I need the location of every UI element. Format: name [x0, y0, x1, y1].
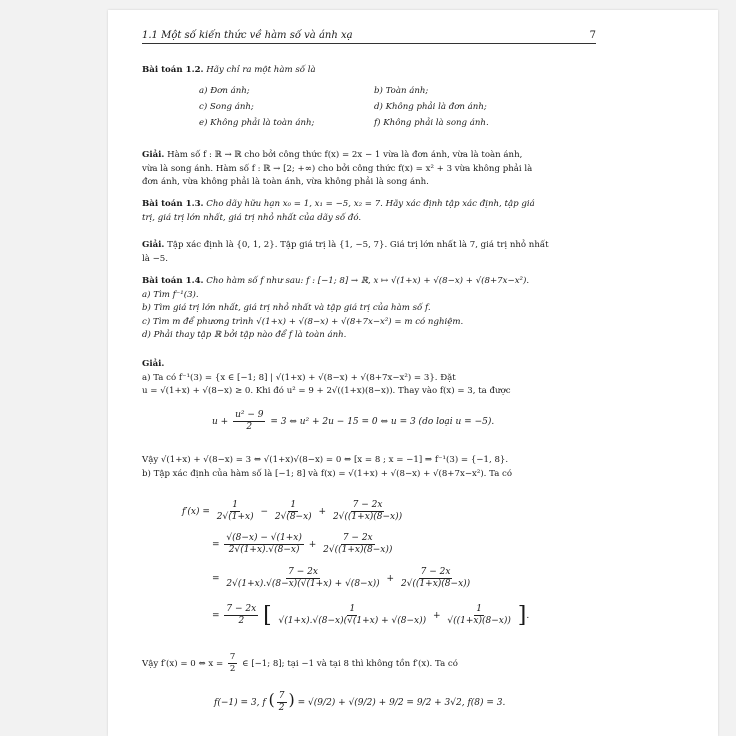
derivative-line-1: f′(x) = $\frac{1}{2√(1+x)}$ − $\frac{1}{2√(8-x)}$ + $\frac{7 - 2x}{2√((1+x)(8-x))}$ [182, 500, 403, 522]
problem-1-4 [142, 275, 596, 343]
fraction: $\frac{\text{u² − 9}}{2}$ [235, 410, 264, 432]
derivative-line-4: = $\frac{7 - 2x}{2}$ [ $\frac{1}{√(1+x).√(8-x)(√(1+x) + √(8-x))}$ + $\frac{1}{√((1+x)(8-x))}$ ]. [212, 603, 530, 628]
solution-line: là −5. [142, 253, 169, 264]
header-title: 1.1 Một số kiến thức về hàm số và ánh xạ [142, 30, 353, 41]
option-list [199, 83, 549, 131]
part-b: b) Tìm giá trị lớn nhất, giá trị nhỏ nhất và tập giá trị của hàm số f. [142, 303, 431, 313]
solution-1-3 [142, 239, 596, 266]
running-header [142, 30, 596, 44]
problem-line: trị, giá trị lớn nhất, giá trị nhỏ nhất của dãy số đó. [142, 212, 362, 223]
solution-1-2 [142, 149, 596, 190]
option-c: c) Song ánh; [199, 102, 254, 112]
option-e: e) Không phải là toàn ánh; [199, 118, 315, 128]
problem-1-3 [142, 198, 596, 225]
derivative-line-2: = $\frac{√(8-x) - √(1+x)}{2√(1+x).√(8-x)}$ + $\frac{7 - 2x}{2√((1+x)(8-x))}$ [212, 533, 393, 555]
option-d: d) Không phải là đơn ánh; [374, 102, 487, 112]
solution-label: Giải. [142, 150, 165, 160]
problem-label: Bài toán 1.2. [142, 65, 204, 75]
problem-1-2 [142, 64, 596, 78]
solution-label: Giải. [142, 240, 165, 250]
part-d: d) Phải thay tập ℝ bởi tập nào để f là toàn ánh. [142, 330, 347, 340]
solution-line: b) Tập xác định của hàm số là [−1; 8] và f(x) = √(1+x) + √(8−x) + √(8+7x−x²). Ta có [142, 468, 513, 479]
solution-line: Vậy √(1+x) + √(8−x) = 3 ⇔ √(1+x)√(8−x) = 0 ⇔ [x = 8 ; x = −1] ⇒ f⁻¹(3) = {−1, 8}. [142, 455, 509, 465]
part-c: c) Tìm m để phương trình √(1+x) + √(8−x) + √(8+7x−x²) = m có nghiệm. [142, 316, 464, 327]
problem-text: Hãy chỉ ra một hàm số là [206, 65, 316, 75]
solution-label: Giải. [142, 359, 165, 369]
equation-u: u + $\frac{\text{u² − 9}}{2}$ = 3 ⇔ u² + 2u − 15 = 0 ⇔ u = 3 (do loại u = −5). [212, 410, 495, 432]
page-number: 7 [589, 30, 596, 41]
option-f: f) Không phải là song ánh. [374, 118, 489, 128]
solution-1-4-cont [142, 454, 596, 481]
critical-point-line: Vậy f′(x) = 0 ⇔ x = $\frac{7}{2}$ ∈ [−1; 8]; tại −1 và tại 8 thì không tồn f′(x). Ta có [142, 652, 458, 674]
problem-line: Cho dãy hữu hạn x₀ = 1, x₁ = −5, x₂ = 7. Hãy xác định tập xác định, tập giá [206, 199, 535, 209]
solution-line: u = √(1+x) + √(8−x) ≥ 0. Khi đó u² = 9 + 2√((1+x)(8−x)). Thay vào f(x) = 3, ta được [142, 386, 511, 396]
derivative-line-3: = $\frac{7 - 2x}{2√(1+x).√(8-x)(√(1+x) + √(8-x))}$ + $\frac{7 - 2x}{2√((1+x)(8-x))}$ [212, 567, 471, 589]
problem-label: Bài toán 1.3. [142, 199, 204, 209]
solution-line: vừa là song ánh. Hàm số f : ℝ → [2; +∞) cho bởi công thức f(x) = x² + 3 vừa không phải là [142, 163, 533, 174]
solution-line: đơn ánh, vừa không phải là toàn ánh, vừa không phải là song ánh. [142, 177, 429, 187]
solution-line: Hàm số f : ℝ → ℝ cho bởi công thức f(x) = 2x − 1 vừa là đơn ánh, vừa là toàn ánh, [167, 150, 523, 160]
problem-label: Bài toán 1.4. [142, 276, 204, 286]
function-values: f(−1) = 3, f ( $\frac{7}{2}$ ) = √(9/2) + √(9/2) + 9/2 = 9/2 + 3√2, f(8) = 3. [214, 690, 506, 713]
part-a: a) Tìm f⁻¹(3). [142, 289, 199, 300]
option-a: a) Đơn ánh; [199, 86, 250, 96]
problem-line: Cho hàm số f như sau: f : [−1; 8] → ℝ, x ↦ √(1+x) + √(8−x) + √(8+7x−x²). [206, 276, 530, 286]
solution-line: a) Ta có f⁻¹(3) = {x ∈ [−1; 8] | √(1+x) + √(8−x) + √(8+7x−x²) = 3}. Đặt [142, 372, 456, 383]
solution-line: Tập xác định là {0, 1, 2}. Tập giá trị là {1, −5, 7}. Giá trị lớn nhất là 7, giá trị nhỏ nhất [167, 240, 549, 250]
option-b: b) Toàn ánh; [374, 86, 429, 96]
solution-1-4 [142, 358, 596, 399]
